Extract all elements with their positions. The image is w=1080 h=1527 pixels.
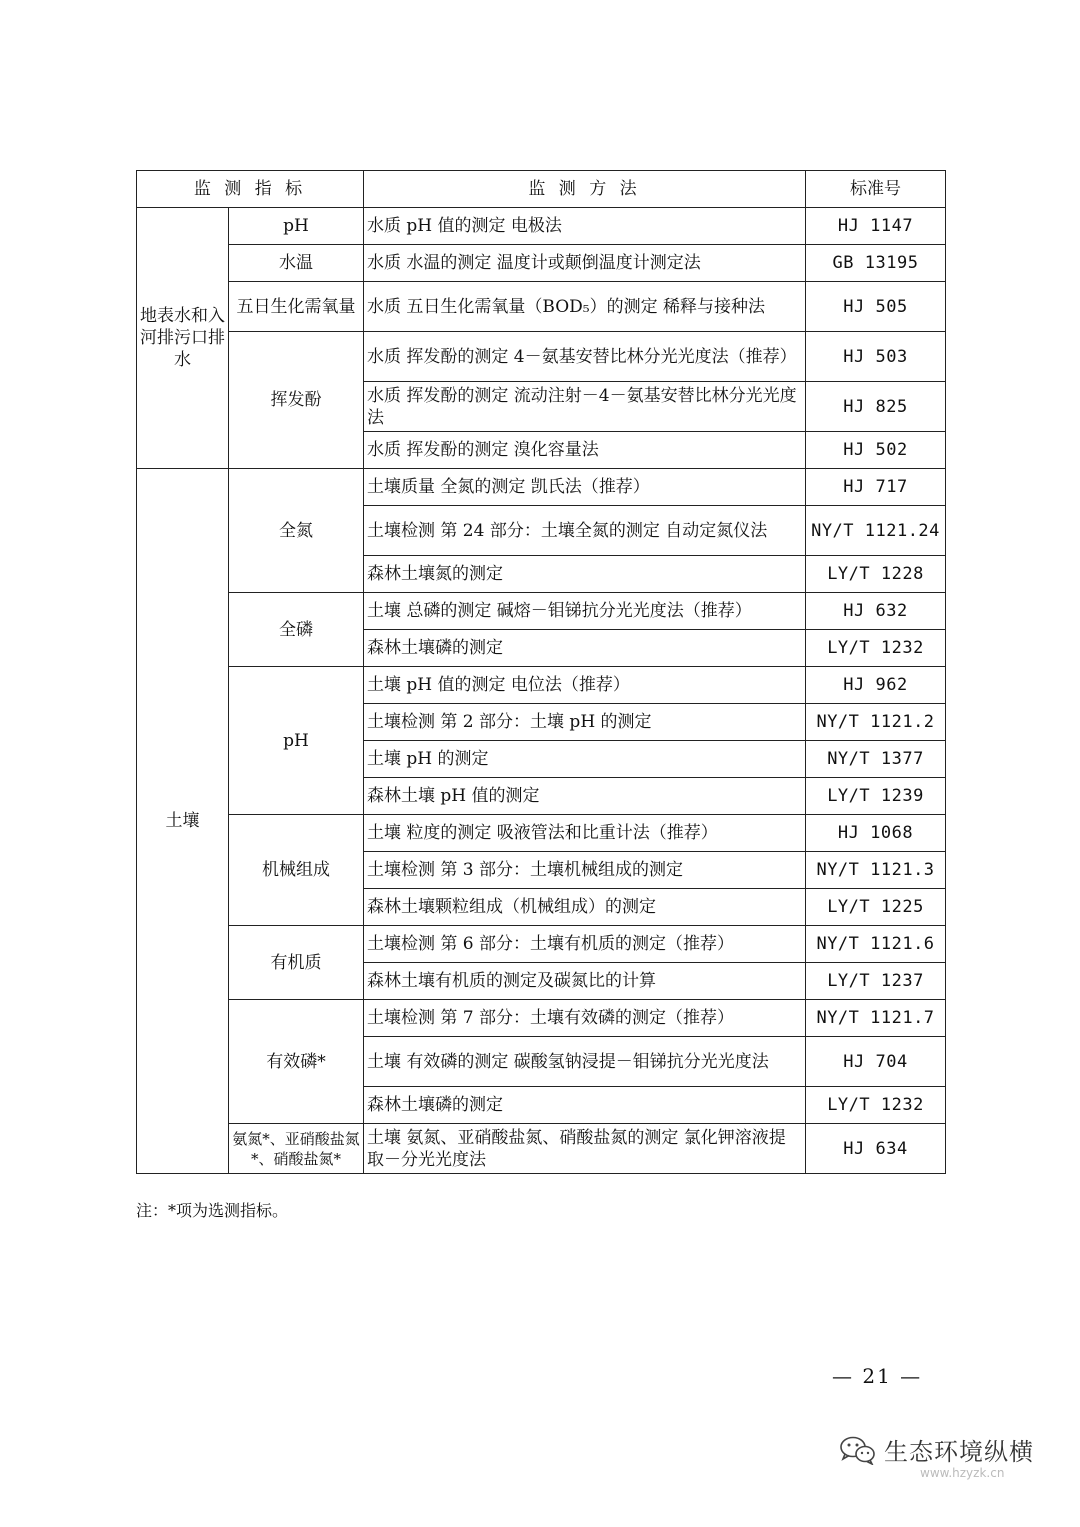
table-row (137, 926, 946, 963)
indicator-cell: 氨氮*、亚硝酸盐氮*、硝酸盐氮* (229, 1124, 364, 1174)
method-cell: 森林土壤磷的测定 (364, 630, 806, 667)
standard-code-cell: HJ 704 (806, 1037, 946, 1087)
table-row (137, 667, 946, 704)
method-cell: 森林土壤有机质的测定及碳氮比的计算 (364, 963, 806, 1000)
standard-code-cell: HJ 502 (806, 432, 946, 469)
table-row (137, 282, 946, 332)
standard-code-cell: HJ 1068 (806, 815, 946, 852)
standard-code-cell: LY/T 1228 (806, 556, 946, 593)
standard-code-cell: HJ 1147 (806, 208, 946, 245)
method-cell: 水质 水温的测定 温度计或颠倒温度计测定法 (364, 245, 806, 282)
standard-code-cell: HJ 503 (806, 332, 946, 382)
standard-code-cell: NY/T 1377 (806, 741, 946, 778)
category-cell: 土壤 (137, 469, 229, 1174)
table-row (137, 245, 946, 282)
standard-code-cell: NY/T 1121.3 (806, 852, 946, 889)
standard-code-cell: GB 13195 (806, 245, 946, 282)
table-row (137, 1000, 946, 1037)
watermark (838, 1432, 1034, 1467)
indicator-cell: 有机质 (229, 926, 364, 1000)
header-standard: 标准号 (806, 171, 946, 208)
standard-code-cell: HJ 505 (806, 282, 946, 332)
method-cell: 森林土壤 pH 值的测定 (364, 778, 806, 815)
table-row (137, 593, 946, 630)
indicator-cell: 挥发酚 (229, 332, 364, 469)
indicator-cell: 水温 (229, 245, 364, 282)
watermark-url: www.hzyzk.cn (920, 1466, 1005, 1480)
method-cell: 森林土壤磷的测定 (364, 1087, 806, 1124)
method-cell: 土壤检测 第 24 部分：土壤全氮的测定 自动定氮仪法 (364, 506, 806, 556)
method-cell: 土壤 氨氮、亚硝酸盐氮、硝酸盐氮的测定 氯化钾溶液提取－分光光度法 (364, 1124, 806, 1174)
method-cell: 土壤检测 第 7 部分：土壤有效磷的测定（推荐） (364, 1000, 806, 1037)
standard-code-cell: NY/T 1121.7 (806, 1000, 946, 1037)
method-cell: 森林土壤氮的测定 (364, 556, 806, 593)
standard-code-cell: LY/T 1225 (806, 889, 946, 926)
method-cell: 土壤 有效磷的测定 碳酸氢钠浸提－钼锑抗分光光度法 (364, 1037, 806, 1087)
table-row (137, 332, 946, 382)
footnote: 注：*项为选测指标。 (136, 1201, 289, 1220)
standard-code-cell: HJ 634 (806, 1124, 946, 1174)
method-cell: 土壤 pH 的测定 (364, 741, 806, 778)
method-cell: 土壤 总磷的测定 碱熔－钼锑抗分光光度法（推荐） (364, 593, 806, 630)
indicator-cell: pH (229, 208, 364, 245)
indicator-cell: 有效磷* (229, 1000, 364, 1124)
standard-code-cell: LY/T 1232 (806, 1087, 946, 1124)
table-row (137, 208, 946, 245)
method-cell: 水质 挥发酚的测定 溴化容量法 (364, 432, 806, 469)
standard-code-cell: LY/T 1232 (806, 630, 946, 667)
page-number: — 21 — (832, 1364, 923, 1388)
wechat-icon (838, 1435, 876, 1465)
table-row (137, 1124, 946, 1174)
standard-code-cell: NY/T 1121.6 (806, 926, 946, 963)
indicator-cell: 全氮 (229, 469, 364, 593)
standard-code-cell: HJ 717 (806, 469, 946, 506)
method-cell: 土壤检测 第 6 部分：土壤有机质的测定（推荐） (364, 926, 806, 963)
indicator-cell: pH (229, 667, 364, 815)
method-cell: 水质 pH 值的测定 电极法 (364, 208, 806, 245)
standard-code-cell: HJ 825 (806, 382, 946, 432)
method-cell: 土壤 粒度的测定 吸液管法和比重计法（推荐） (364, 815, 806, 852)
standard-code-cell: HJ 632 (806, 593, 946, 630)
standards-table (136, 170, 946, 1174)
indicator-cell: 全磷 (229, 593, 364, 667)
standard-code-cell: NY/T 1121.2 (806, 704, 946, 741)
indicator-cell: 五日生化需氧量 (229, 282, 364, 332)
method-cell: 森林土壤颗粒组成（机械组成）的测定 (364, 889, 806, 926)
method-cell: 土壤质量 全氮的测定 凯氏法（推荐） (364, 469, 806, 506)
method-cell: 土壤检测 第 2 部分：土壤 pH 的测定 (364, 704, 806, 741)
method-cell: 土壤 pH 值的测定 电位法（推荐） (364, 667, 806, 704)
standard-code-cell: NY/T 1121.24 (806, 506, 946, 556)
header-indicator: 监 测 指 标 (137, 171, 364, 208)
method-cell: 土壤检测 第 3 部分：土壤机械组成的测定 (364, 852, 806, 889)
table-row (137, 469, 946, 506)
watermark-text: 生态环境纵横 (884, 1438, 1034, 1466)
table-row (137, 815, 946, 852)
method-cell: 水质 五日生化需氧量（BOD₅）的测定 稀释与接种法 (364, 282, 806, 332)
standard-code-cell: HJ 962 (806, 667, 946, 704)
header-method: 监 测 方 法 (364, 171, 806, 208)
category-cell: 地表水和入河排污口排水 (137, 208, 229, 469)
indicator-cell: 机械组成 (229, 815, 364, 926)
method-cell: 水质 挥发酚的测定 4－氨基安替比林分光光度法（推荐） (364, 332, 806, 382)
standard-code-cell: LY/T 1237 (806, 963, 946, 1000)
standard-code-cell: LY/T 1239 (806, 778, 946, 815)
method-cell: 水质 挥发酚的测定 流动注射－4－氨基安替比林分光光度法 (364, 382, 806, 432)
